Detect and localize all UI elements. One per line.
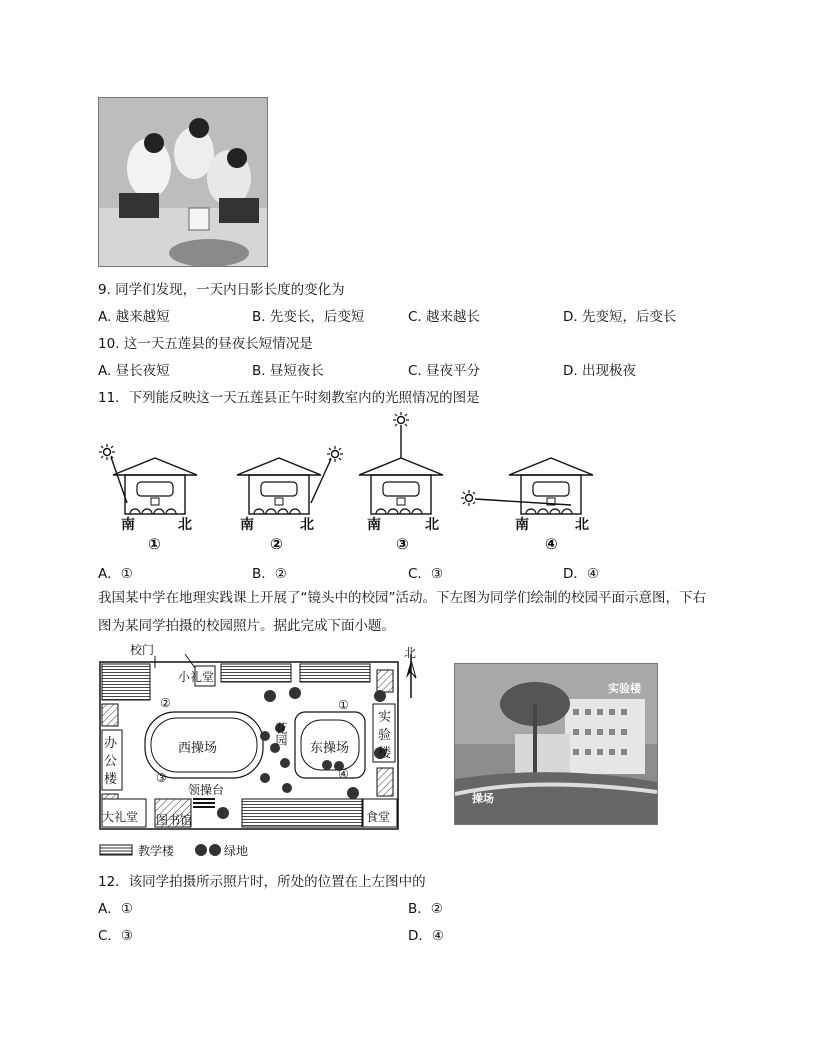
q11-option-b[interactable]: B．② (252, 566, 287, 582)
sun-icon (461, 490, 475, 506)
sun-icon (99, 444, 115, 460)
q12-option-a[interactable]: A．① (98, 901, 133, 917)
map-west-field-label: 西操场 (178, 741, 218, 756)
map-library-label: 图书馆 (156, 813, 193, 827)
map-east-field-label: 东操场 (310, 741, 350, 756)
diagram-3 (359, 412, 443, 514)
d3-number: ③ (396, 535, 409, 553)
map-small-hall-label: 小礼堂 (178, 670, 215, 684)
map-lab-char-2: 验 (378, 728, 392, 743)
q12-option-d[interactable]: D．④ (408, 928, 444, 944)
q10-option-c[interactable]: C. 昼夜平分 (408, 363, 481, 379)
map-garden-label: 花园 (274, 722, 288, 746)
intro-paragraph: 我国某中学在地理实践课上开展了“镜头中的校园”活动。下左图为同学们绘制的校园平面示意图，下右图为某同学拍摄的校园照片。据此完成下面小题。 (98, 590, 706, 634)
map-office-char-3: 楼 (104, 772, 118, 787)
d4-number: ④ (545, 535, 558, 553)
legend-building-label: 教学楼 (138, 844, 175, 858)
photo-field-label: 操场 (472, 792, 494, 805)
map-north-label: 北 (404, 646, 417, 660)
q12-stem: 12．该同学拍摄所示照片时，所处的位置在上左图中的 (98, 874, 426, 890)
q10-option-d[interactable]: D. 出现极夜 (563, 363, 636, 379)
d1-north-label: 北 (178, 517, 192, 533)
students-photo (98, 97, 268, 267)
map-gate-label: 校门 (130, 643, 155, 657)
q11-diagrams (95, 408, 605, 558)
q10-option-b[interactable]: B. 昼短夜长 (252, 363, 324, 379)
map-point-3: ③ (156, 771, 167, 785)
q11-stem: 11．下列能反映这一天五莲县正午时刻教室内的光照情况的图是 (98, 390, 480, 406)
q9-option-c[interactable]: C. 越来越长 (408, 309, 481, 325)
map-canteen-label: 食堂 (366, 810, 391, 824)
d2-number: ② (270, 535, 283, 553)
q10-stem: 10. 这一天五莲县的昼夜长短情况是 (98, 336, 313, 352)
q9-option-d[interactable]: D. 先变短，后变长 (563, 309, 677, 325)
map-point-1: ① (338, 698, 349, 712)
q11-option-a[interactable]: A．① (98, 566, 133, 582)
d4-south-label: 南 (515, 517, 529, 533)
sun-icon (327, 446, 343, 462)
map-platform-label: 领操台 (188, 783, 225, 797)
legend-green-label: 绿地 (224, 844, 249, 858)
sun-icon (393, 412, 409, 426)
q9-stem: 9. 同学们发现，一天内日影长度的变化为 (98, 282, 345, 298)
q12-option-c[interactable]: C．③ (98, 928, 134, 944)
diagram-1 (99, 444, 197, 514)
q10-option-a[interactable]: A. 昼长夜短 (98, 363, 170, 379)
d2-north-label: 北 (300, 517, 314, 533)
map-legend (98, 842, 278, 858)
map-point-4: ④ (338, 767, 349, 781)
q9-option-b[interactable]: B. 先变长，后变短 (252, 309, 365, 325)
map-lab-char-1: 实 (378, 710, 392, 725)
map-point-2: ② (160, 696, 171, 710)
map-office-char-2: 公 (104, 754, 118, 769)
d3-south-label: 南 (367, 517, 381, 533)
q11-option-d[interactable]: D．④ (563, 566, 599, 582)
q9-option-a[interactable]: A. 越来越短 (98, 309, 170, 325)
photo-lab-label: 实验楼 (608, 682, 641, 695)
diagram-2 (237, 446, 343, 514)
map-office-char-1: 办 (104, 736, 118, 751)
map-lab-char-3: 楼 (378, 746, 392, 761)
d3-north-label: 北 (425, 517, 439, 533)
q12-option-b[interactable]: B．② (408, 901, 443, 917)
q11-option-c[interactable]: C．③ (408, 566, 444, 582)
campus-map (95, 638, 425, 863)
d2-south-label: 南 (240, 517, 254, 533)
diagram-4 (461, 458, 593, 514)
map-auditorium-label: 大礼堂 (102, 810, 139, 824)
d4-north-label: 北 (575, 517, 589, 533)
d1-number: ① (148, 535, 161, 553)
d1-south-label: 南 (121, 517, 135, 533)
